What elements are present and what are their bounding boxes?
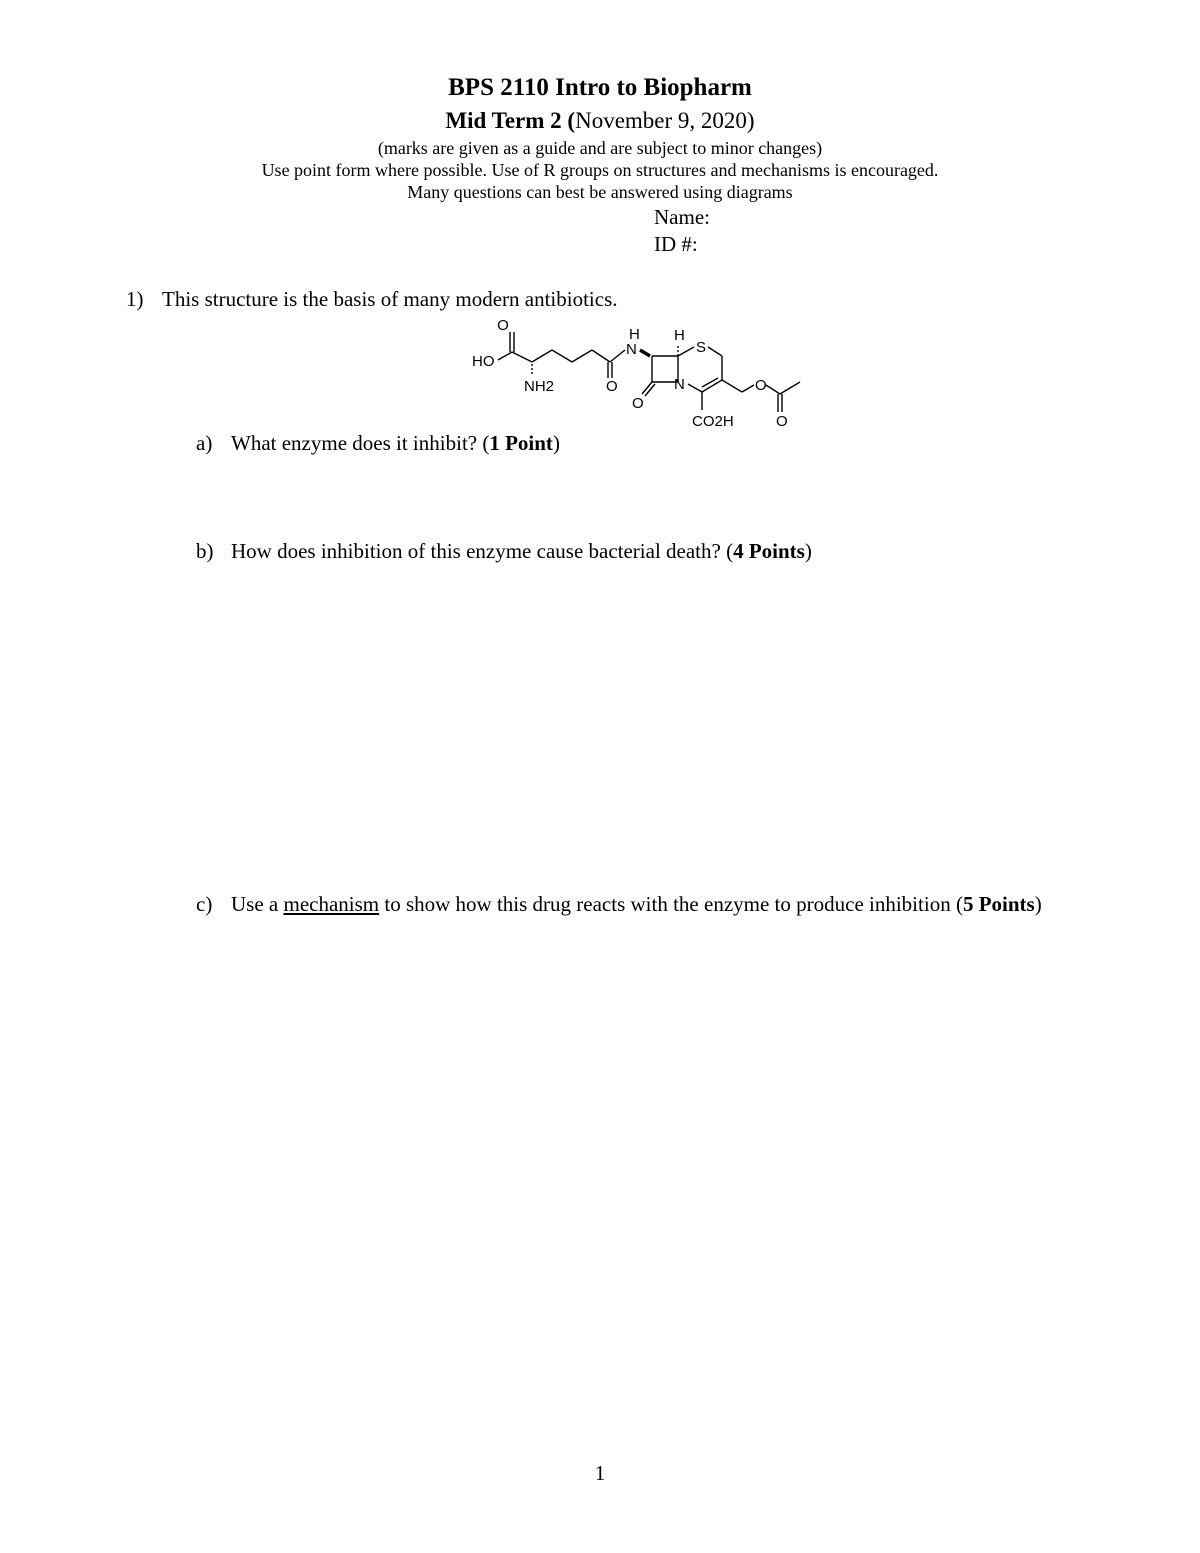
label-nh2: NH2 [524, 378, 555, 395]
question-text: This structure is the basis of many modern antibiotics. [162, 287, 618, 311]
label-n-ring: N [674, 376, 685, 393]
part-points: 5 Points [962, 892, 1035, 916]
label-ho: HO [472, 353, 495, 370]
label-n-amide: N [626, 341, 637, 358]
part-text: What enzyme does it inhibit? ( [231, 431, 490, 455]
question-number: 1) [126, 287, 144, 311]
part-points: 1 Point [489, 431, 553, 455]
page-number: 1 [594, 1461, 606, 1485]
label-s: S [696, 339, 707, 356]
chemical-structure [460, 316, 820, 432]
part-text: How does inhibition of this enzyme cause bacterial death? ( [231, 539, 734, 563]
question-1 [126, 286, 618, 313]
part-close: ) [552, 431, 560, 455]
instructions-note: Use point form where possible. Use of R groups on structures and mechanisms is encouraged. [261, 160, 939, 180]
label-o-ester: O [755, 377, 767, 394]
label-o-carbonyl: O [776, 413, 788, 430]
part-letter: b) [196, 539, 214, 563]
question-1b [196, 538, 1076, 565]
label-o-lactam: O [632, 395, 644, 412]
id-label: ID #: [654, 232, 698, 256]
marks-note: (marks are given as a guide and are subject to minor changes) [377, 138, 823, 158]
label-o-amide: O [606, 378, 618, 395]
diagrams-note: Many questions can best be answered using diagrams [407, 182, 793, 202]
question-1c [196, 891, 1076, 918]
part-text-mid: to show how this drug reacts with the enzyme to produce inhibition ( [379, 892, 963, 916]
part-close: ) [1034, 892, 1042, 916]
part-points: 4 Points [733, 539, 805, 563]
label-o-acid: O [497, 317, 509, 334]
part-letter: c) [196, 892, 213, 916]
subtitle-bold: Mid Term 2 ( [445, 108, 576, 133]
exam-subtitle [0, 108, 1200, 134]
exam-title: BPS 2110 Intro to Biopharm [448, 74, 752, 101]
part-letter: a) [196, 431, 213, 455]
part-close: ) [804, 539, 812, 563]
name-label: Name: [654, 205, 710, 229]
part-text: Use a [231, 892, 284, 916]
part-underlined: mechanism [283, 892, 380, 916]
label-h-ring: H [674, 327, 685, 344]
subtitle-date: November 9, 2020) [575, 108, 755, 133]
question-1a [196, 430, 1076, 457]
label-h-amide: H [629, 326, 640, 343]
label-co2h: CO2H [692, 413, 734, 430]
